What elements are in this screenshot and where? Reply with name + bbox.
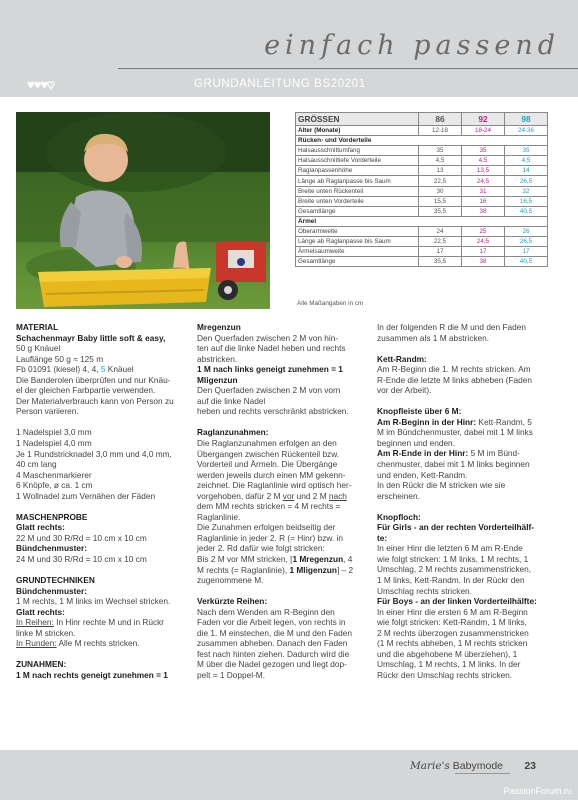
text-line: wie folgt stricken: 1 M links, 1 M rechts, 1	[377, 553, 529, 564]
text-line: 1 Nadelspiel 3,0 mm	[16, 427, 92, 438]
text-line: dem MM rechts stricken = 4 M rechts =	[197, 501, 341, 512]
cell: 16	[462, 196, 505, 206]
text-line: Der Materialverbrauch kann von Person zu	[16, 395, 174, 406]
text-line: M rechts (= Raglanlinie), 1 Mligenzun] – 2	[197, 564, 354, 575]
text-line: In Reihen: In Hinr rechte M und in Rückr	[16, 617, 165, 628]
cell: 24,5	[462, 237, 505, 247]
cell: 15,5	[419, 196, 462, 206]
size-86: 86	[419, 113, 462, 126]
text-line: In einer Hinr die ersten 6 M am R-Beginn	[377, 606, 528, 617]
text-line: Rückr den Umschlag rechts stricken.	[377, 669, 513, 680]
heading-grundtechniken: GRUNDTECHNIKEN	[16, 574, 95, 585]
text-line: R-Ende die letzte M links abheben (Faden	[377, 374, 532, 385]
cell: 24-36	[505, 126, 548, 136]
table-row	[296, 146, 548, 156]
text-line: werden jeweils durch einen MM gekenn-	[197, 469, 346, 480]
table-row-age	[296, 126, 548, 136]
heading-zunahmen: ZUNAHMEN:	[16, 659, 67, 670]
text-line: Raglanlinie.	[197, 511, 241, 522]
column-material	[16, 322, 188, 680]
table-row	[296, 206, 548, 216]
text-line: 50 g Knäuel	[16, 343, 61, 354]
text-line: beginnen und enden.	[377, 437, 455, 448]
text-line: 22 M und 30 R/Rd = 10 cm x 10 cm	[16, 532, 147, 543]
text-line: Vorderteil und Ärmeln. Die Übergänge	[197, 459, 338, 470]
table-row	[296, 156, 548, 166]
row-label: Gesamtlänge	[296, 257, 419, 267]
text-line: erscheinen.	[377, 490, 420, 501]
cell: 24	[419, 226, 462, 236]
text-line: Bis 2 M vor MM stricken, [1 Mregenzun, 4	[197, 553, 353, 564]
cell: 35	[419, 146, 462, 156]
text-line: linke M stricken.	[16, 627, 76, 638]
text-line: 1 M links, Kett-Randm. In der Rückr den	[377, 574, 525, 585]
table-row	[296, 176, 548, 186]
text-line: zusammen als 1 M abstricken.	[377, 332, 490, 343]
text-line: 4 Maschenmarkierer	[16, 469, 92, 480]
cell: 35	[462, 146, 505, 156]
text-line: Am R-Beginn in der Hinr: Kett-Randm, 5	[377, 416, 532, 427]
text-line: zugenommene M.	[197, 575, 264, 586]
text-line: In einer Hinr die letzten 6 M am R-Ende	[377, 543, 523, 554]
size-header-row	[296, 113, 548, 126]
heading-kett-randm: Kett-Randm:	[377, 353, 427, 364]
text-line: In der folgenden R die M und den Faden	[377, 322, 526, 332]
cell: 17	[505, 247, 548, 257]
yarn-name: Schachenmayr Baby little soft & easy,	[16, 332, 166, 343]
cell: 22,5	[419, 176, 462, 186]
footer-brand: Marie's Babymode	[409, 760, 503, 772]
cell: 4,5	[505, 156, 548, 166]
row-label: Breite unten Vorderteile	[296, 196, 419, 206]
text-line: Am R-Ende in der Hinr: 5 M im Bünd-	[377, 448, 520, 459]
heading-knopfleiste: Knopfleiste über 6 M:	[377, 406, 462, 417]
text-line: Die Banderolen überprüfen und nur Knäu-	[16, 374, 171, 385]
row-label: Ärmelsaumweite	[296, 247, 419, 257]
baby-photo-illustration	[16, 112, 270, 309]
baby-photo	[16, 112, 270, 309]
row-label: Alter (Monate)	[296, 126, 419, 136]
heading-verkuerzte-reihen: Verkürzte Reihen:	[197, 596, 268, 607]
pattern-subtitle: GRUNDANLEITUNG BS20201	[194, 78, 366, 90]
cell: 40,5	[505, 257, 548, 267]
text-line: Nach dem Wenden am R-Beginn den	[197, 606, 335, 617]
text-line: Den Querfaden zwischen 2 M von vorn	[197, 385, 341, 396]
text-line: wie folgt stricken: Kett-Randm, 1 M links,	[377, 617, 527, 628]
text-line: M im Bündchenmuster, dabei mit 1 M links	[377, 427, 533, 438]
section-label: Ärmel	[296, 216, 548, 226]
cell: 31	[462, 186, 505, 196]
text-line: auf die linke Nadel	[197, 395, 266, 406]
size-98: 98	[505, 113, 548, 126]
heading-knopfloch: Knopfloch:	[377, 511, 421, 522]
text-line: und die abgehobene M überziehen), 1	[377, 648, 518, 659]
row-label: Halsausschnittumfang	[296, 146, 419, 156]
text-line: Lauflänge 50 g ≈ 125 m	[16, 353, 104, 364]
subheading: 1 M nach links geneigt zunehmen = 1	[197, 364, 343, 375]
cell: 14	[505, 166, 548, 176]
subheading: Glatt rechts:	[16, 606, 65, 617]
cell: 26,5	[505, 237, 548, 247]
cell: 40,5	[505, 206, 548, 216]
text-line: 1 Nadelspiel 4,0 mm	[16, 437, 92, 448]
subheading-girls: Für Girls - an der rechten Vorderteilhälf-	[377, 522, 535, 533]
cell: 35	[505, 146, 548, 156]
text-line: pelt = 1 Doppel-M.	[197, 669, 266, 680]
cell: 35,5	[419, 206, 462, 216]
text-line: zusammen abheben. Danach den Faden	[197, 638, 348, 649]
text-line: vor der Arbeit).	[377, 385, 432, 396]
heading-raglan: Raglanzunahmen:	[197, 427, 269, 438]
table-row	[296, 226, 548, 236]
text-line: vorgehoben, dafür 2 M vor und 2 M nach	[197, 490, 347, 501]
cell: 4,5	[462, 156, 505, 166]
table-row	[296, 247, 548, 257]
text-line: 1 Wollnadel zum Vernähen der Fäden	[16, 490, 156, 501]
subheading: Mregenzun	[197, 322, 241, 332]
text-line: Die Zunahmen erfolgen beidseitig der	[197, 522, 336, 533]
text-line: abstricken.	[197, 353, 238, 364]
text-line: Am R-Beginn die 1. M rechts stricken. Am	[377, 364, 531, 375]
text-line: el der gleichen Farbpartie verwenden.	[16, 385, 156, 396]
text-line: Faden vor die Arbeit legen, von rechts in	[197, 617, 346, 628]
subheading: Bündchenmuster:	[16, 585, 87, 596]
title-divider	[118, 68, 578, 69]
text-line: Übergangen zwischen Rückenteil bzw.	[197, 448, 340, 459]
table-row	[296, 237, 548, 247]
text-line: und enden, Kett-Randm.	[377, 469, 468, 480]
text-line: Den Querfaden zwischen 2 M von hin-	[197, 332, 339, 343]
text-line: 6 Knöpfe, ø ca. 1 cm	[16, 480, 93, 491]
subheading: Bündchenmuster:	[16, 543, 87, 554]
row-label: Raglanpassenhöhe	[296, 166, 419, 176]
subheading-girls-cont: te:	[377, 532, 388, 543]
text-line: 24 M und 30 R/Rd = 10 cm x 10 cm	[16, 553, 147, 564]
page-title: einfach passend	[264, 30, 560, 61]
watermark: PassionForum.ru	[503, 786, 572, 796]
row-label: Gesamtlänge	[296, 206, 419, 216]
cell: 13	[419, 166, 462, 176]
page-number: 23	[524, 760, 536, 772]
size-table	[295, 112, 548, 267]
text-line: Umschlag rechts stricken.	[377, 585, 472, 596]
table-row	[296, 186, 548, 196]
cell: 13,5	[462, 166, 505, 176]
text-line: Person variieren.	[16, 406, 79, 417]
table-row	[296, 166, 548, 176]
subheading: Glatt rechts:	[16, 522, 65, 533]
text-line: Die Raglanzunahmen erfolgen an den	[197, 437, 337, 448]
subheading: Mligenzun	[197, 374, 238, 385]
text-line: jeder 2. Rd dafür wie folgt stricken:	[197, 543, 325, 554]
hearts-icon: ♥♥♥♥	[27, 77, 54, 92]
text-line: fest nach hinten ziehen. Dadurch wird die	[197, 648, 350, 659]
cell: 16,5	[505, 196, 548, 206]
subheading: 1 M nach rechts geneigt zunehmen = 1	[16, 669, 168, 680]
table-note: Alle Maßangaben in cm	[297, 300, 364, 307]
cell: 24,5	[462, 176, 505, 186]
heading-maschenprobe: MASCHENPROBE	[16, 511, 88, 522]
footer-divider	[455, 773, 510, 774]
row-label: Länge ab Raglanpasse bis Saum	[296, 176, 419, 186]
text-line: M über die Nadel gezogen und liegt dop-	[197, 659, 347, 670]
text-line: (1 M rechts abheben, 1 M rechts stricken	[377, 638, 528, 649]
text-line: Raglanlinie in jeder 2. R (= Hinr) bzw. in	[197, 532, 343, 543]
text-line: In Runden: Alle M rechts stricken.	[16, 638, 140, 649]
text-line: zeichnet. Die Raglanlinie wird optisch her-	[197, 480, 352, 491]
table-row	[296, 257, 548, 267]
cell: 25	[462, 226, 505, 236]
cell: 26	[505, 226, 548, 236]
cell: 32	[505, 186, 548, 196]
column-buttonholes	[377, 322, 549, 680]
column-techniques	[197, 322, 368, 681]
text-line: 1 M rechts, 1 M links im Wechsel stricken.	[16, 596, 171, 607]
text-line: die 1. M einstechen, die M und den Faden	[197, 627, 352, 638]
cell: 4,5	[419, 156, 462, 166]
subheading-boys: Für Boys - an der linken Vorderteilhälfte:	[377, 596, 537, 607]
text-line: Umschlag, 2 M rechts zusammenstricken,	[377, 564, 531, 575]
text-line: 2 M rechts überzogen zusammenstricken	[377, 627, 529, 638]
text-line: Je 1 Rundstricknadel 3,0 mm und 4,0 mm,	[16, 448, 172, 459]
cell: 38	[462, 257, 505, 267]
heading-material: MATERIAL	[16, 322, 59, 332]
color-line: Fb 01091 (kiesel) 4, 4, 5 Knäuel	[16, 364, 134, 375]
size-92: 92	[462, 113, 505, 126]
cell: 17	[419, 247, 462, 257]
table-row	[296, 196, 548, 206]
cell: 26,5	[505, 176, 548, 186]
footer-band	[0, 750, 578, 800]
text-line: chenmuster, dabei mit 1 M links beginnen	[377, 459, 530, 470]
text-line: ten auf die linke Nadel heben und rechts	[197, 343, 346, 354]
text-line: In den Rückr die M stricken wie sie	[377, 480, 506, 491]
section-label: Rücken- und Vorderteile	[296, 136, 548, 146]
row-label: Länge ab Raglanpasse bis Saum	[296, 237, 419, 247]
row-label: Breite unten Rückenteil	[296, 186, 419, 196]
text-line: heben und rechts verschränkt abstricken.	[197, 406, 349, 417]
table-section-body	[296, 136, 548, 146]
cell: 18-24	[462, 126, 505, 136]
row-label: Oberarmweite	[296, 226, 419, 236]
cell: 30	[419, 186, 462, 196]
cell: 35,5	[419, 257, 462, 267]
cell: 17	[462, 247, 505, 257]
cell: 22,5	[419, 237, 462, 247]
size-header-label: GRÖSSEN	[296, 113, 419, 126]
text-line: 40 cm lang	[16, 459, 57, 470]
cell: 38	[462, 206, 505, 216]
table-section-sleeve	[296, 216, 548, 226]
text-line: Umschlag, 1 M rechts, 1 M links. In der	[377, 659, 521, 670]
cell: 12-18	[419, 126, 462, 136]
row-label: Halsausschnittiefe Vorderteile	[296, 156, 419, 166]
